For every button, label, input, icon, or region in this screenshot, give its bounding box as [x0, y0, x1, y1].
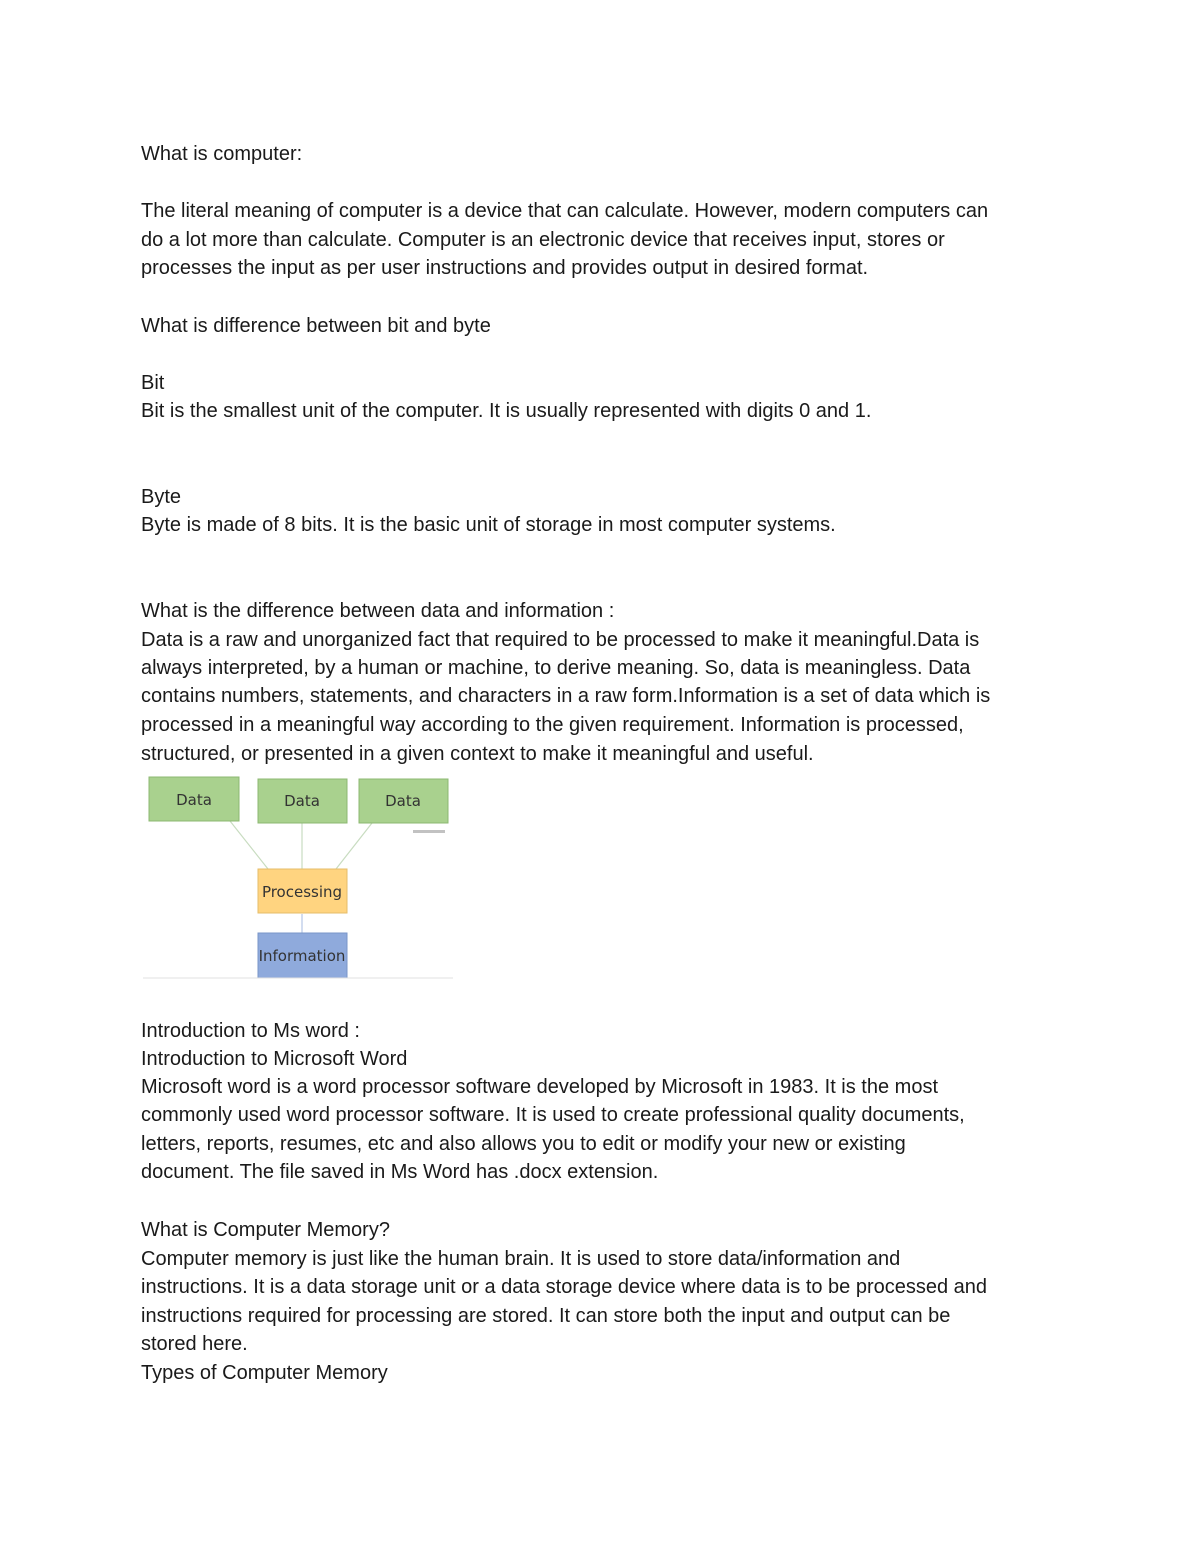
paragraph-line: processes the input as per user instructions and provides output in desired format.: [141, 257, 869, 279]
paragraph-line: The literal meaning of computer is a device that can calculate. However, modern computers can: [141, 200, 989, 222]
paragraph-line: instructions required for processing are stored. It can store both the input and output can be: [141, 1305, 951, 1327]
heading-types-of-memory: Types of Computer Memory: [141, 1362, 388, 1384]
heading-bit: Bit: [141, 372, 165, 394]
heading-intro-ms-word: Introduction to Ms word :: [141, 1020, 360, 1042]
paragraph-line: processed in a meaningful way according to the given requirement. Information is processed,: [141, 714, 964, 736]
heading-what-is-computer: What is computer:: [141, 143, 303, 165]
data-box-label: Data: [385, 792, 421, 810]
heading-computer-memory: What is Computer Memory?: [141, 1219, 390, 1241]
byte-definition: Byte is made of 8 bits. It is the basic unit of storage in most computer systems.: [141, 514, 836, 536]
paragraph-line: Microsoft word is a word processor software developed by Microsoft in 1983. It is the most: [141, 1076, 939, 1098]
bit-definition: Bit is the smallest unit of the computer. It is usually represented with digits 0 and 1.: [141, 400, 872, 422]
data-box-label: Data: [176, 791, 212, 809]
heading-bit-vs-byte: What is difference between bit and byte: [141, 315, 491, 337]
paragraph-line: do a lot more than calculate. Computer is an electronic device that receives input, stores or: [141, 229, 945, 251]
paragraph-line: structured, or presented in a given context to make it meaningful and useful.: [141, 743, 814, 765]
information-box-label: Information: [258, 947, 346, 965]
heading-data-vs-information: What is the difference between data and information :: [141, 600, 615, 622]
connector-line: [230, 821, 268, 869]
paragraph-line: stored here.: [141, 1333, 248, 1355]
paragraph-line: always interpreted, by a human or machine, to derive meaning. So, data is meaningless. Data: [141, 657, 971, 679]
paragraph-line: commonly used word processor software. It is used to create professional quality documents,: [141, 1104, 965, 1126]
data-box-label: Data: [284, 792, 320, 810]
paragraph-line: letters, reports, resumes, etc and also allows you to edit or modify your new or existing: [141, 1133, 906, 1155]
faint-mark: [413, 830, 445, 833]
paragraph-line: document. The file saved in Ms Word has .docx extension.: [141, 1161, 659, 1183]
processing-box-label: Processing: [261, 883, 343, 901]
diagram-svg: [141, 773, 457, 983]
paragraph-line: contains numbers, statements, and characters in a raw form.Information is a set of data which is: [141, 685, 991, 707]
paragraph-line: Data is a raw and unorganized fact that required to be processed to make it meaningful.Data is: [141, 629, 980, 651]
paragraph-line: Computer memory is just like the human brain. It is used to store data/information and: [141, 1248, 901, 1270]
subheading-intro-microsoft-word: Introduction to Microsoft Word: [141, 1048, 408, 1070]
data-processing-diagram: [141, 773, 457, 983]
paragraph-line: instructions. It is a data storage unit or a data storage device where data is to be processed and: [141, 1276, 988, 1298]
heading-byte: Byte: [141, 486, 182, 508]
connector-line: [336, 823, 372, 869]
